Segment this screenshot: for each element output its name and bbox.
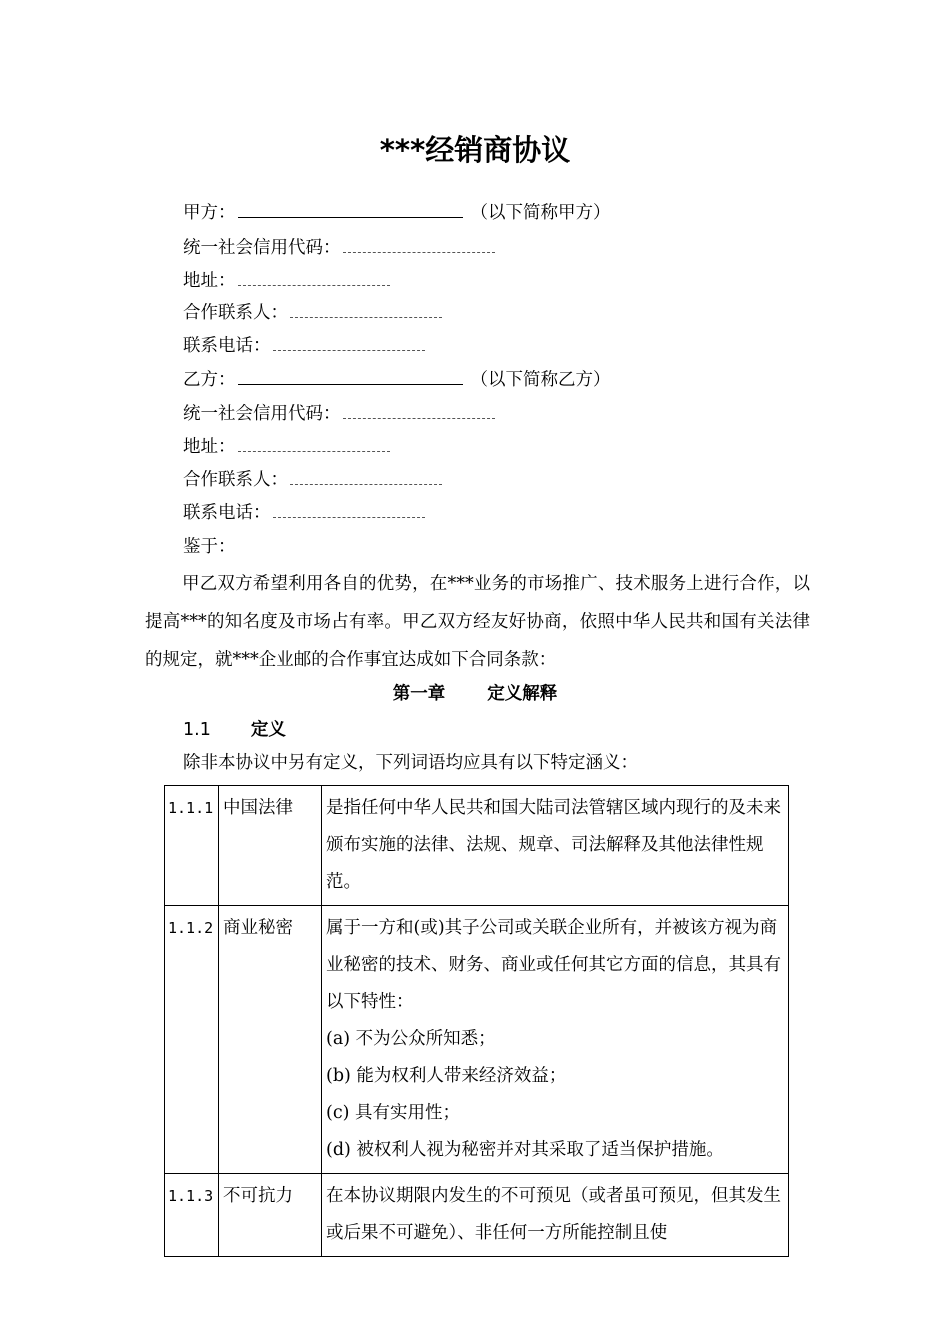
definition-number: 1.1.2 [165, 906, 219, 1174]
document-title: ***经销商协议 [379, 133, 571, 167]
party-a-address-label: 地址： [183, 271, 236, 291]
list-item: (b) 能为权利人带来经济效益； [326, 1066, 567, 1086]
party-a-credit-code-line [183, 233, 495, 263]
table-row [165, 786, 789, 906]
definition-text: 属于一方和(或)其子公司或关联企业所有，并被该方视为商业秘密的技术、财务、商业或任何其它方面的信息，其具有以下特性： [326, 918, 781, 1012]
party-b-credit-code-label: 统一社会信用代码： [183, 404, 341, 424]
party-b-phone-blank[interactable] [273, 501, 425, 518]
list-item: (a) 不为公众所知悉； [326, 1029, 496, 1049]
definition-number: 1.1.1 [165, 786, 219, 906]
party-b-contact-blank[interactable] [290, 468, 442, 485]
party-a-contact-label: 合作联系人： [183, 303, 288, 323]
party-b-contact-label: 合作联系人： [183, 470, 288, 490]
party-b-phone-line [183, 498, 425, 528]
party-a-label: 甲方： [183, 203, 236, 223]
party-a-phone-label: 联系电话： [183, 336, 271, 356]
table-row [165, 1174, 789, 1257]
party-b-address-line [183, 432, 390, 462]
list-item: (d) 被权利人视为秘密并对其采取了适当保护措施。 [326, 1140, 724, 1160]
party-b-credit-code-blank[interactable] [343, 402, 495, 419]
table-row [165, 906, 789, 1174]
definitions-table [164, 785, 789, 1257]
definition-term: 中国法律 [219, 786, 322, 906]
party-b-blank[interactable] [238, 368, 463, 385]
party-a-note: （以下简称甲方） [470, 203, 611, 223]
party-a-credit-code-label: 统一社会信用代码： [183, 238, 341, 258]
party-b-note: （以下简称乙方） [470, 370, 611, 390]
definition-term: 商业秘密 [219, 906, 322, 1174]
preamble [145, 565, 810, 679]
section-heading [183, 716, 286, 741]
chapter-title: 定义解释 [487, 684, 558, 704]
party-b-credit-code-line [183, 399, 495, 429]
party-a-address-blank[interactable] [238, 269, 390, 286]
definition-term: 不可抗力 [219, 1174, 322, 1257]
definition-number: 1.1.3 [165, 1174, 219, 1257]
definition-text: 是指任何中华人民共和国大陆司法管辖区域内现行的及未来颁布实施的法律、法规、规章、司法解释及其他法律性规范。 [322, 786, 789, 906]
party-a-blank[interactable] [238, 201, 463, 218]
party-a-phone-blank[interactable] [273, 334, 425, 351]
party-a-phone-line [183, 331, 425, 361]
definition-text-cell [322, 906, 789, 1174]
party-b-address-label: 地址： [183, 437, 236, 457]
preamble-text: 甲乙双方希望利用各自的优势，在***业务的市场推广、技术服务上进行合作，以提高***的知名度及市场占有率。甲乙双方经友好协商，依照中华人民共和国有关法律的规定，就***企业邮的合作事宜达成如下合同条款： [145, 574, 810, 670]
section-number: 1.1 [183, 720, 211, 740]
party-b-line [183, 365, 611, 395]
party-b-contact-line [183, 465, 442, 495]
party-a-address-line [183, 266, 390, 296]
party-a-contact-line [183, 298, 442, 328]
whereas-label: 鉴于： [183, 537, 236, 557]
party-b-phone-label: 联系电话： [183, 503, 271, 523]
section-title: 定义 [250, 720, 286, 740]
list-item: (c) 具有实用性； [326, 1103, 461, 1123]
party-b-label: 乙方： [183, 370, 236, 390]
party-a-credit-code-blank[interactable] [343, 236, 495, 253]
party-b-address-blank[interactable] [238, 435, 390, 452]
chapter-number: 第一章 [392, 684, 446, 704]
definition-text: 在本协议期限内发生的不可预见（或者虽可预见，但其发生或后果不可避免）、非任何一方所能控制且使 [322, 1174, 789, 1257]
definitions-intro: 除非本协议中另有定义，下列词语均应具有以下特定涵义： [183, 753, 638, 773]
party-a-contact-blank[interactable] [290, 301, 442, 318]
chapter-heading [0, 680, 950, 705]
party-a-line [183, 198, 611, 228]
